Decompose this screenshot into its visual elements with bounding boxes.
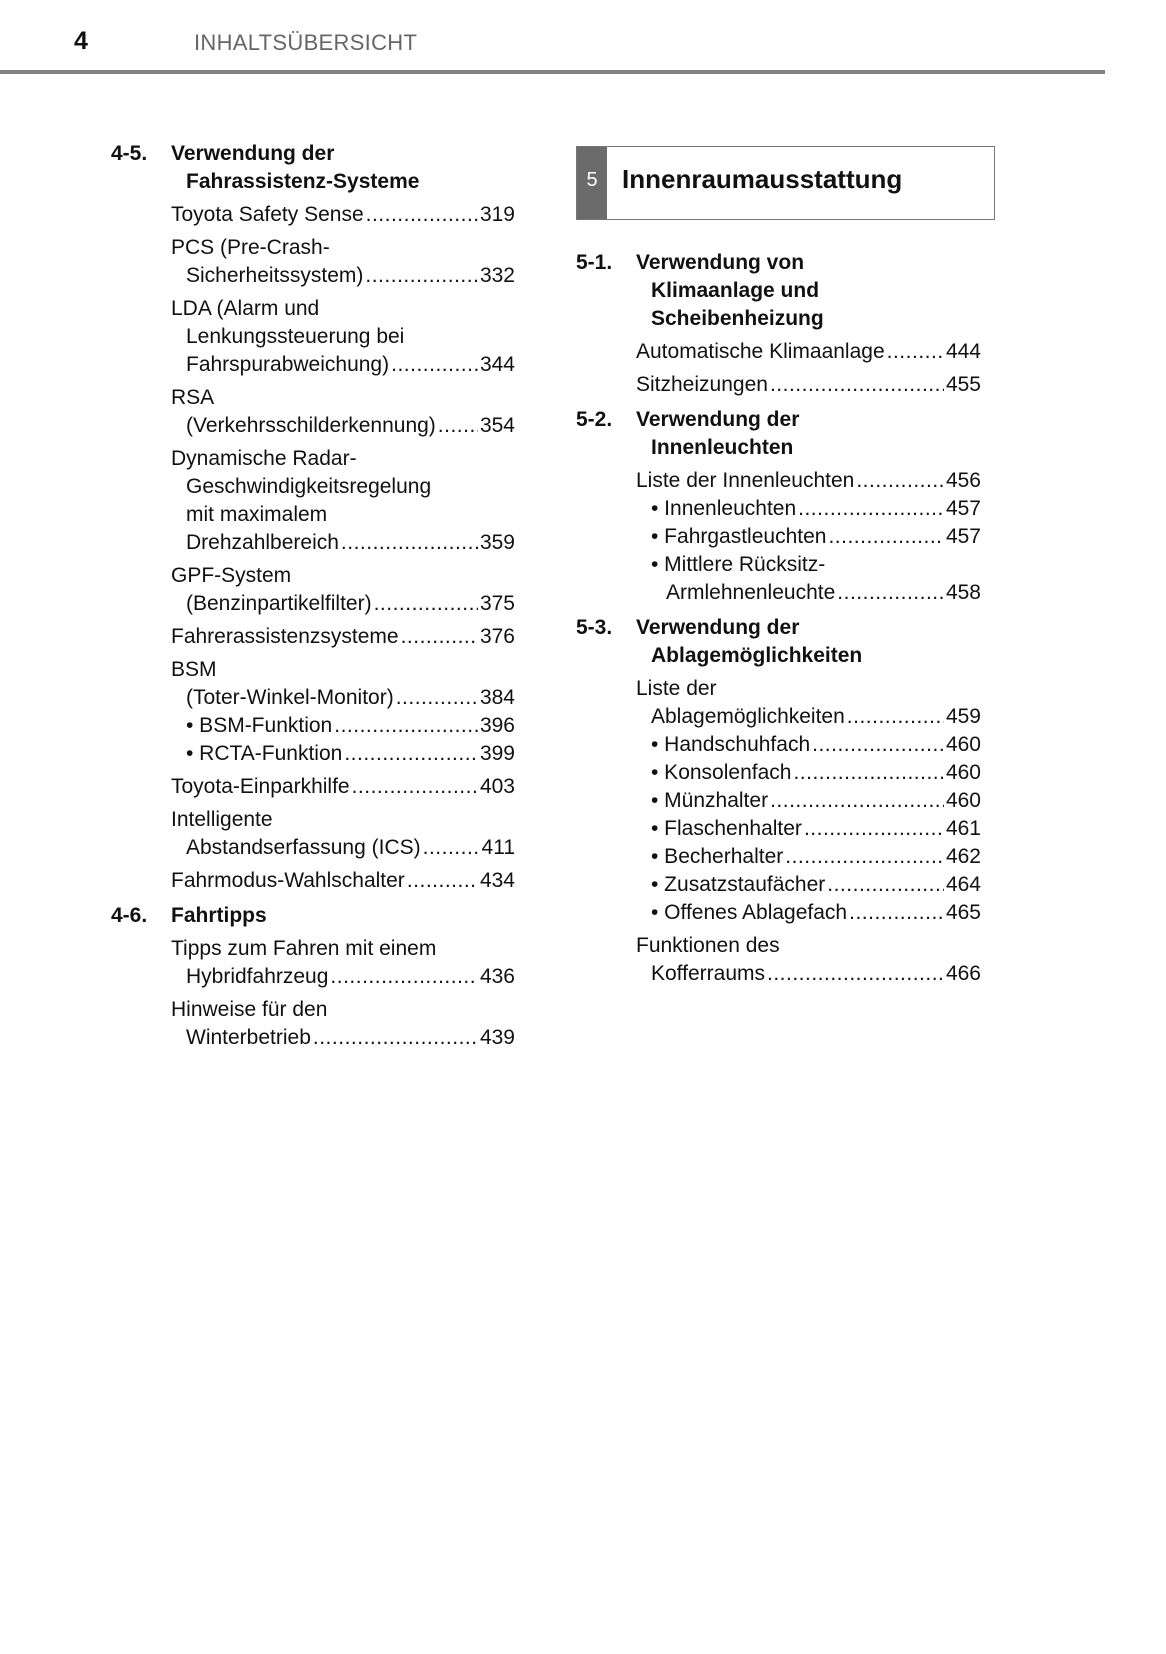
section-title-line: Verwendung der	[171, 142, 335, 165]
section-items	[576, 338, 981, 399]
section-number: 4-6.	[111, 904, 148, 927]
section-title-line: Klimaanlage und	[651, 279, 820, 302]
dot-leader	[401, 623, 478, 651]
toc-entry-text: • Handschuhfach	[651, 733, 811, 756]
toc-entry-line: Geschwindigkeitsregelung	[186, 475, 432, 498]
dot-leader	[827, 871, 944, 899]
toc-entry-line	[171, 834, 515, 862]
section-heading	[111, 902, 515, 930]
dot-leader	[856, 467, 944, 495]
toc-entry-text: Toyota-Einparkhilfe	[171, 775, 350, 798]
toc-entry-text: Ablagemöglichkeiten	[651, 705, 845, 728]
dot-leader	[767, 960, 944, 988]
section-heading	[111, 140, 515, 196]
toc-entry-line	[171, 623, 515, 651]
dot-leader	[798, 495, 944, 523]
header-divider	[0, 70, 1105, 74]
section-title-line: Scheibenheizung	[651, 307, 824, 330]
dot-leader	[374, 590, 478, 618]
toc-entry-text: • Münzhalter	[651, 789, 769, 812]
toc-entry-line	[636, 815, 981, 843]
toc-entry[interactable]	[636, 371, 981, 399]
chapter-title: Innenraumausstattung	[622, 164, 903, 194]
page-ref[interactable]: 354	[479, 414, 515, 437]
toc-column-right	[576, 249, 981, 995]
toc-entry[interactable]	[636, 467, 981, 495]
toc-entry-line	[636, 899, 981, 927]
toc-entry-line	[171, 773, 515, 801]
dot-leader	[828, 523, 943, 551]
toc-entry-line: • Mittlere Rücksitz-	[651, 553, 826, 576]
dot-leader	[770, 371, 944, 399]
dot-leader	[330, 963, 478, 991]
section-number: 5-1.	[576, 251, 613, 274]
dot-leader	[334, 712, 478, 740]
page-ref[interactable]: 466	[945, 962, 981, 985]
toc-entry-text: • Flaschenhalter	[651, 817, 802, 840]
toc-entry[interactable]	[636, 843, 981, 871]
toc-entry-line	[636, 523, 981, 551]
toc-entry[interactable]	[636, 675, 981, 731]
dot-leader	[847, 703, 944, 731]
dot-leader	[407, 867, 478, 895]
toc-entry-text: • Innenleuchten	[651, 497, 797, 520]
toc-entry-line: PCS (Pre-Crash-	[171, 236, 330, 259]
page-ref[interactable]: 464	[945, 873, 981, 896]
toc-entry-line: GPF-System	[171, 564, 292, 587]
toc-entry-text: Drehzahlbereich	[186, 531, 339, 554]
toc-entry-text: • Zusatzstaufächer	[651, 873, 826, 896]
toc-entry[interactable]	[171, 384, 515, 440]
toc-entry-line	[636, 787, 981, 815]
toc-entry[interactable]	[171, 295, 515, 379]
dot-leader	[396, 684, 478, 712]
toc-entry-text: • Konsolenfach	[651, 761, 792, 784]
toc-entry[interactable]	[171, 935, 515, 991]
section-title	[636, 249, 824, 333]
section-title-line: Fahrtipps	[171, 904, 267, 927]
toc-entry-line	[171, 867, 515, 895]
page-ref[interactable]: 458	[945, 581, 981, 604]
page-ref[interactable]: 460	[945, 761, 981, 784]
dot-leader	[849, 899, 944, 927]
toc-entry-text: Sitzheizungen	[636, 373, 768, 396]
page-ref[interactable]: 456	[945, 469, 981, 492]
section-title	[636, 406, 799, 462]
toc-entry-line: BSM	[171, 658, 217, 681]
toc-entry[interactable]	[636, 495, 981, 523]
page-ref[interactable]: 465	[945, 901, 981, 924]
toc-entry-text: • RCTA-Funktion	[186, 742, 343, 765]
toc-entry[interactable]	[636, 899, 981, 927]
dot-leader	[887, 338, 944, 366]
page-ref[interactable]: 375	[479, 592, 515, 615]
toc-entry[interactable]	[171, 712, 515, 740]
dot-leader	[793, 759, 944, 787]
section-heading	[576, 249, 981, 333]
toc-entry-text: Armlehnenleuchte	[666, 581, 836, 604]
section-title	[636, 614, 862, 670]
toc-entry[interactable]	[636, 932, 981, 988]
page-ref[interactable]: 411	[481, 836, 515, 859]
toc-entry[interactable]	[636, 338, 981, 366]
page-ref[interactable]: 384	[479, 686, 515, 709]
page-ref[interactable]: 376	[479, 625, 515, 648]
chapter-number-tab: 5	[577, 147, 607, 219]
toc-section	[576, 406, 981, 607]
toc-entry-line	[171, 590, 515, 618]
section-number: 4-5.	[111, 142, 148, 165]
dot-leader	[438, 412, 478, 440]
toc-entry-text: • Offenes Ablagefach	[651, 901, 848, 924]
toc-entry[interactable]	[171, 740, 515, 768]
dot-leader	[785, 843, 944, 871]
page-ref[interactable]: 396	[479, 714, 515, 737]
dot-leader	[837, 579, 944, 607]
dot-leader	[423, 834, 480, 862]
toc-entry-text: Hybridfahrzeug	[186, 965, 329, 988]
section-number: 5-3.	[576, 616, 613, 639]
toc-entry[interactable]	[171, 806, 515, 862]
toc-entry-text: • Fahrgastleuchten	[651, 525, 827, 548]
toc-entry-line	[636, 703, 981, 731]
toc-entry[interactable]	[636, 871, 981, 899]
toc-entry-line	[636, 871, 981, 899]
toc-entry[interactable]	[636, 523, 981, 551]
page-ref[interactable]: 436	[479, 965, 515, 988]
dot-leader	[313, 1024, 478, 1052]
toc-entry[interactable]	[636, 731, 981, 759]
section-number: 5-2.	[576, 408, 613, 431]
toc-entry-line	[171, 684, 515, 712]
section-title-line: Verwendung der	[636, 408, 800, 431]
dot-leader	[804, 815, 944, 843]
toc-entry-line: Lenkungssteuerung bei	[186, 325, 405, 348]
section-heading	[576, 614, 981, 670]
dot-leader	[344, 740, 478, 768]
toc-entry-text: Sicherheitssystem)	[186, 264, 364, 287]
toc-entry-line: Tipps zum Fahren mit einem	[171, 937, 437, 960]
toc-entry-line	[171, 740, 515, 768]
chapter-heading-box	[576, 146, 995, 220]
toc-entry[interactable]	[171, 773, 515, 801]
section-items	[111, 201, 515, 895]
running-header-title: INHALTSÜBERSICHT	[194, 30, 418, 55]
page-ref[interactable]: 434	[479, 869, 515, 892]
section-title	[171, 902, 267, 930]
section-heading	[576, 406, 981, 462]
toc-entry-text: Fahrmodus-Wahlschalter	[171, 869, 405, 892]
toc-entry-line	[171, 412, 515, 440]
dot-leader	[341, 529, 478, 557]
page-ref[interactable]: 439	[479, 1026, 515, 1049]
page-ref[interactable]: 344	[479, 353, 515, 376]
toc-entry-line: Intelligente	[171, 808, 273, 831]
toc-entry-line	[171, 351, 515, 379]
section-items	[576, 467, 981, 607]
toc-entry-line	[171, 963, 515, 991]
toc-entry[interactable]	[636, 815, 981, 843]
toc-entry-line: LDA (Alarm und	[171, 297, 320, 320]
toc-entry-line: Dynamische Radar-	[171, 447, 357, 470]
toc-entry-line	[636, 495, 981, 523]
page-ref[interactable]: 444	[945, 340, 981, 363]
toc-entry-line	[171, 712, 515, 740]
toc-entry-line	[636, 579, 981, 607]
toc-entry[interactable]	[171, 656, 515, 712]
toc-entry-line	[171, 201, 515, 229]
toc-entry-text: (Verkehrsschilderkennung)	[186, 414, 436, 437]
toc-entry[interactable]	[171, 867, 515, 895]
toc-entry-text: Fahrerassistenzsysteme	[171, 625, 399, 648]
page-ref[interactable]: 359	[479, 531, 515, 554]
page-ref[interactable]: 332	[479, 264, 515, 287]
toc-entry-line	[636, 759, 981, 787]
toc-entry-line	[171, 1024, 515, 1052]
toc-entry-text: Kofferraums	[651, 962, 765, 985]
toc-section	[576, 249, 981, 399]
section-items	[576, 675, 981, 988]
toc-entry[interactable]	[171, 445, 515, 557]
toc-entry-line	[636, 467, 981, 495]
toc-entry[interactable]	[636, 759, 981, 787]
toc-entry-line: RSA	[171, 386, 215, 409]
page-ref[interactable]: 460	[945, 733, 981, 756]
page-ref[interactable]: 459	[945, 705, 981, 728]
toc-entry-line: mit maximalem	[186, 503, 328, 526]
toc-entry[interactable]	[636, 787, 981, 815]
dot-leader	[770, 787, 944, 815]
toc-entry-text: Liste der Innenleuchten	[636, 469, 855, 492]
page-ref[interactable]: 455	[945, 373, 981, 396]
toc-entry-text: • Becherhalter	[651, 845, 784, 868]
toc-section	[111, 902, 515, 1052]
toc-entry-line	[636, 960, 981, 988]
page-ref[interactable]: 457	[945, 525, 981, 548]
toc-entry-line	[171, 262, 515, 290]
toc-entry-line	[636, 731, 981, 759]
toc-entry-line: Hinweise für den	[171, 998, 328, 1021]
toc-entry-text: Winterbetrieb	[186, 1026, 311, 1049]
toc-entry-line	[171, 529, 515, 557]
toc-entry[interactable]	[171, 234, 515, 290]
section-title-line: Fahrassistenz-Systeme	[186, 170, 420, 193]
toc-section	[576, 614, 981, 988]
page-number: 4	[74, 27, 88, 55]
toc-entry-line	[636, 843, 981, 871]
dot-leader	[352, 773, 478, 801]
toc-entry-text: Toyota Safety Sense	[171, 203, 364, 226]
toc-entry-line	[636, 371, 981, 399]
page-ref[interactable]: 399	[479, 742, 515, 765]
page-ref[interactable]: 457	[945, 497, 981, 520]
page-ref[interactable]: 462	[945, 845, 981, 868]
page-ref[interactable]: 461	[945, 817, 981, 840]
page-ref[interactable]: 460	[945, 789, 981, 812]
toc-column-left	[111, 140, 515, 1059]
dot-leader	[812, 731, 944, 759]
section-title-line: Verwendung der	[636, 616, 800, 639]
toc-section	[111, 140, 515, 895]
page-ref[interactable]: 319	[479, 203, 515, 226]
page-ref[interactable]: 403	[479, 775, 515, 798]
dot-leader	[391, 351, 478, 379]
toc-entry[interactable]	[171, 562, 515, 618]
toc-entry-line: Funktionen des	[636, 934, 780, 957]
section-title-line: Innenleuchten	[651, 436, 794, 459]
toc-entry-line	[636, 338, 981, 366]
toc-entry-text: (Toter-Winkel-Monitor)	[186, 686, 394, 709]
toc-entry-line: Liste der	[636, 677, 717, 700]
section-items	[111, 935, 515, 1052]
toc-entry[interactable]	[171, 996, 515, 1052]
section-title-line: Verwendung von	[636, 251, 805, 274]
toc-entry-text: Automatische Klimaanlage	[636, 340, 885, 363]
toc-entry-text: • BSM-Funktion	[186, 714, 333, 737]
toc-entry[interactable]	[171, 201, 515, 229]
toc-entry[interactable]	[636, 551, 981, 607]
dot-leader	[366, 201, 478, 229]
section-title	[171, 140, 419, 196]
toc-entry-text: Abstandserfassung (ICS)	[186, 836, 421, 859]
section-title-line: Ablagemöglichkeiten	[651, 644, 863, 667]
toc-entry-text: Fahrspurabweichung)	[186, 353, 390, 376]
toc-entry[interactable]	[171, 623, 515, 651]
toc-entry-text: (Benzinpartikelfilter)	[186, 592, 372, 615]
dot-leader	[365, 262, 478, 290]
